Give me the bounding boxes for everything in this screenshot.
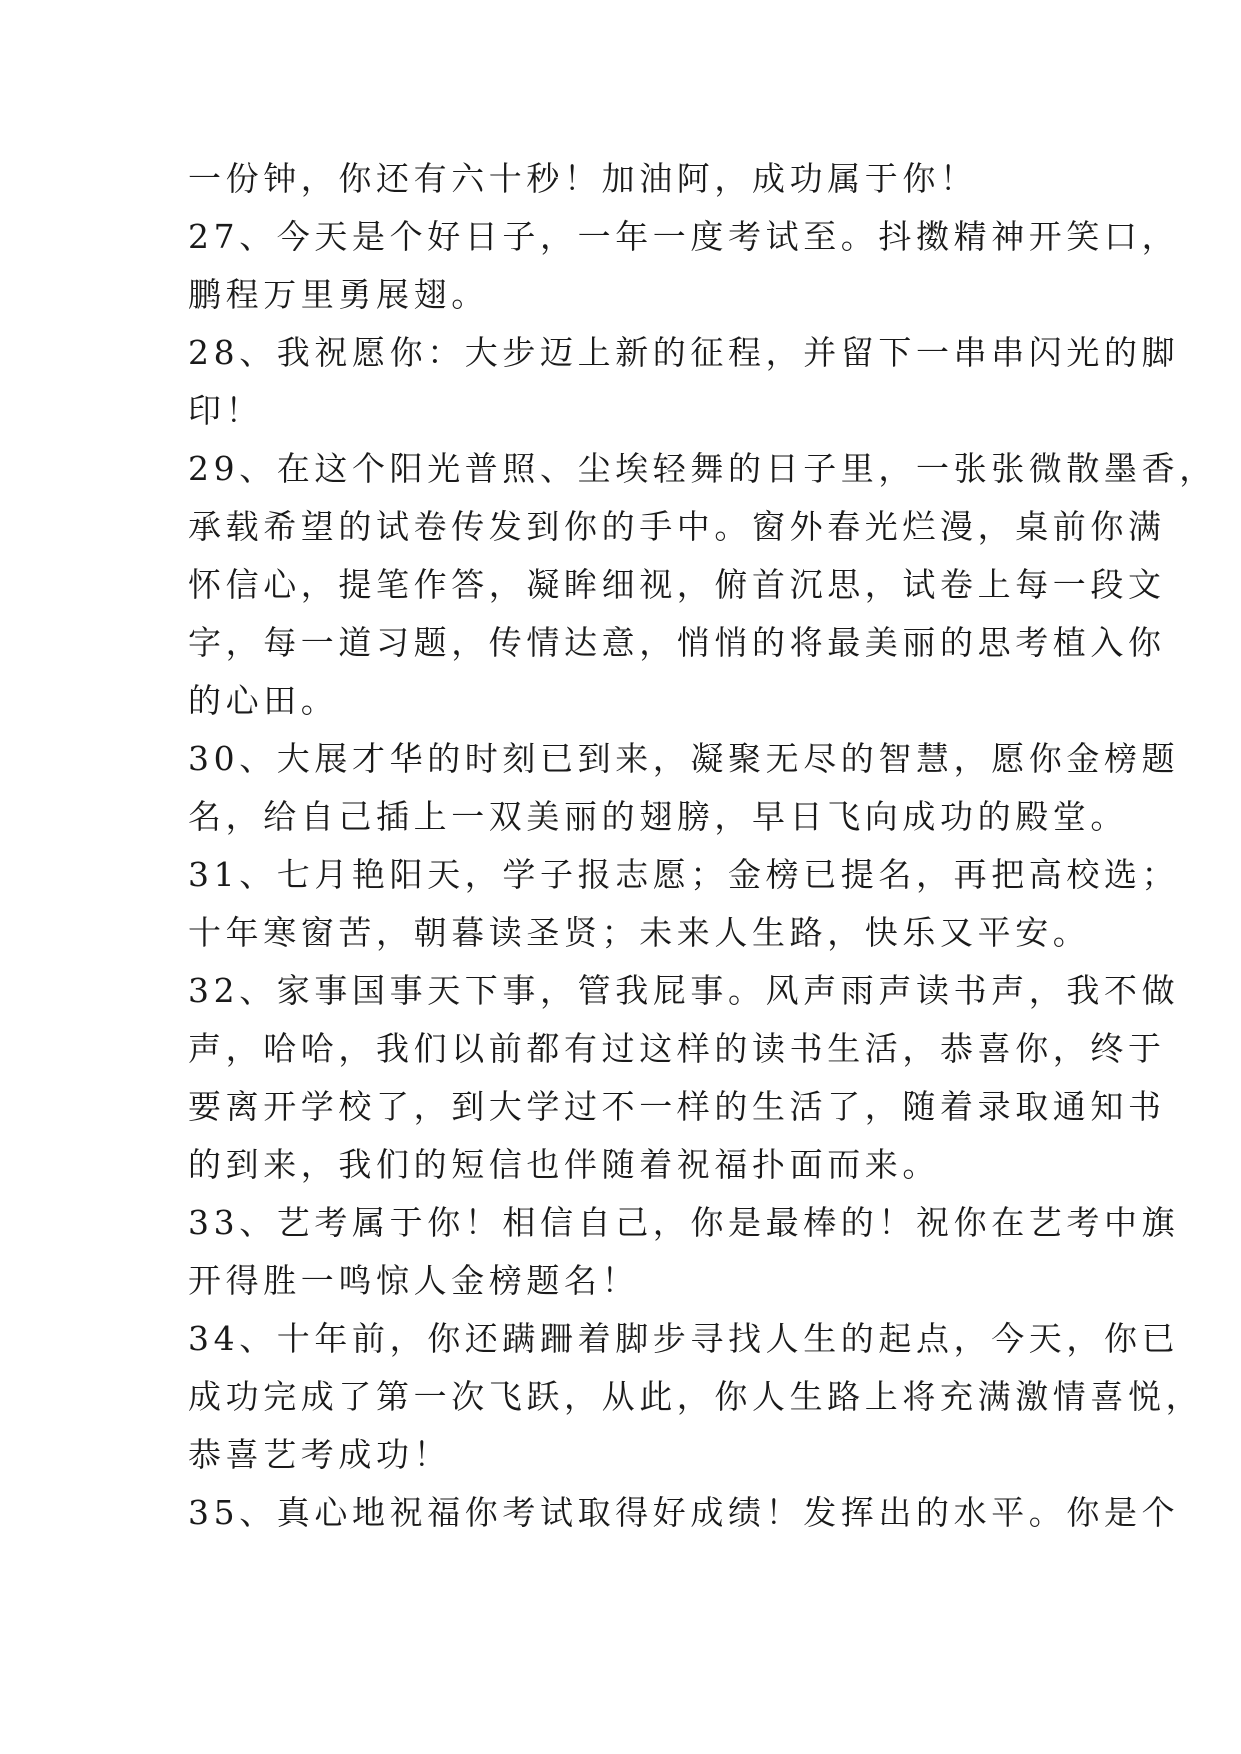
text-line: 承载希望的试卷传发到你的手中。窗外春光烂漫，桌前你满 — [188, 507, 1166, 546]
text-line: 34、十年前，你还蹒跚着脚步寻找人生的起点，今天，你已 — [188, 1319, 1180, 1358]
text-line: 一份钟，你还有六十秒！加油阿，成功属于你！ — [188, 159, 978, 198]
text-line: 33、艺考属于你！相信自己，你是最棒的！祝你在艺考中旗 — [188, 1203, 1180, 1242]
text-line: 成功完成了第一次飞跃，从此，你人生路上将充满激情喜悦， — [188, 1377, 1204, 1416]
text-line: 声，哈哈，我们以前都有过这样的读书生活，恭喜你，终于 — [188, 1029, 1166, 1068]
text-line: 字，每一道习题，传情达意，悄悄的将最美丽的思考植入你 — [188, 623, 1166, 662]
text-line: 27、今天是个好日子，一年一度考试至。抖擞精神开笑口， — [188, 217, 1180, 256]
text-line: 开得胜一鸣惊人金榜题名！ — [188, 1261, 640, 1300]
text-line: 恭喜艺考成功！ — [188, 1435, 452, 1474]
text-line: 31、七月艳阳天，学子报志愿；金榜已提名，再把高校选； — [188, 855, 1180, 894]
text-line: 印！ — [188, 391, 264, 430]
text-line: 29、在这个阳光普照、尘埃轻舞的日子里，一张张微散墨香， — [188, 449, 1217, 488]
text-line: 名，给自己插上一双美丽的翅膀，早日飞向成功的殿堂。 — [188, 797, 1128, 836]
text-line: 的到来，我们的短信也伴随着祝福扑面而来。 — [188, 1145, 940, 1184]
text-line: 35、真心地祝福你考试取得好成绩！发挥出的水平。你是个 — [188, 1493, 1180, 1532]
text-line: 32、家事国事天下事，管我屁事。风声雨声读书声，我不做 — [188, 971, 1180, 1010]
text-line: 鹏程万里勇展翅。 — [188, 275, 489, 314]
text-line: 十年寒窗苦，朝暮读圣贤；未来人生路，快乐又平安。 — [188, 913, 1091, 952]
text-line: 要离开学校了，到大学过不一样的生活了，随着录取通知书 — [188, 1087, 1166, 1126]
text-line: 30、大展才华的时刻已到来，凝聚无尽的智慧，愿你金榜题 — [188, 739, 1180, 778]
body-text — [188, 150, 1217, 1542]
text-line: 怀信心，提笔作答，凝眸细视，俯首沉思，试卷上每一段文 — [188, 565, 1166, 604]
text-line: 的心田。 — [188, 681, 339, 720]
text-line: 28、我祝愿你：大步迈上新的征程，并留下一串串闪光的脚 — [188, 333, 1180, 372]
